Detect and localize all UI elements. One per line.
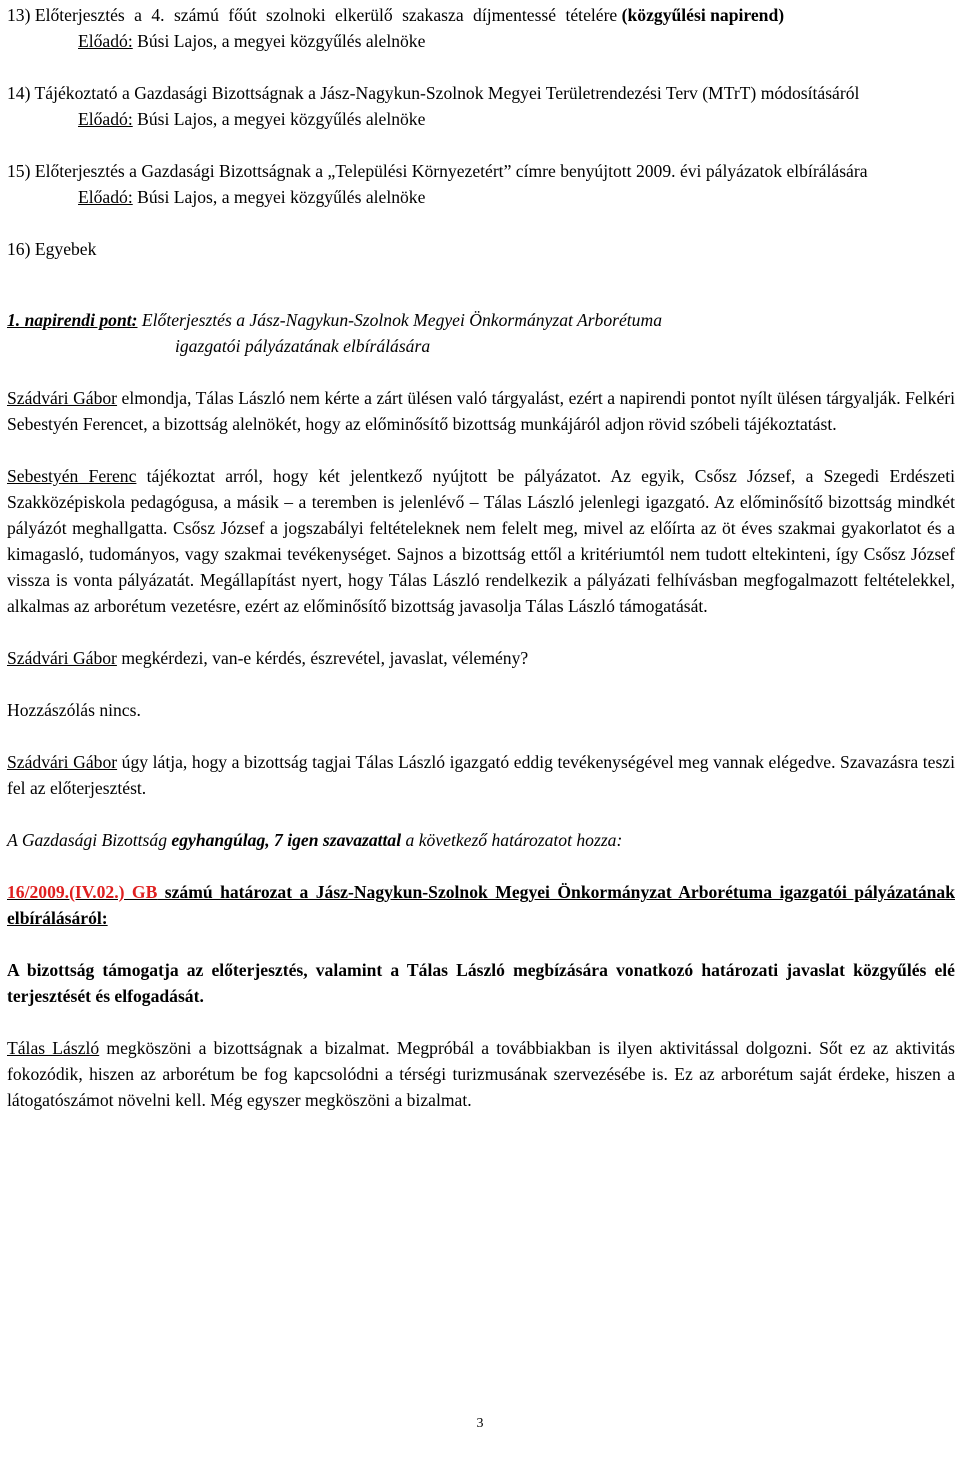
agenda-item-15 (7, 158, 955, 210)
vote-pre: A Gazdasági Bizottság (7, 830, 172, 850)
agenda-number: 16) (7, 239, 31, 259)
paragraph-text: úgy látja, hogy a bizottság tagjai Tálas László igazgató eddig tevékenységével meg vannak elégedve. Szavazásra teszi fel az előterjesztést. (7, 752, 955, 798)
vote-post: a következő határozatot hozza: (401, 830, 623, 850)
vote-line (7, 827, 955, 853)
page-number: 3 (476, 1416, 484, 1431)
agenda-text: Tájékoztató a Gazdasági Bizottságnak a Jász-Nagykun-Szolnok Megyei Területrendezési Terv (MTrT) módosításáról (34, 83, 860, 103)
presenter-name: Búsi Lajos, a megyei közgyűlés alelnöke (137, 109, 426, 129)
agenda-item-13 (7, 2, 955, 54)
agenda-number: 15) (7, 161, 31, 181)
presenter-name: Búsi Lajos, a megyei közgyűlés alelnöke (137, 31, 426, 51)
presenter-label: Előadó: (78, 31, 133, 51)
agenda-text: Előterjesztés a 4. számú főút szolnoki elkerülő szakasza díjmentessé tételére (34, 5, 618, 25)
resolution-text: A bizottság támogatja az előterjesztés, valamint a Tálas László megbízására vonatkozó határozati javaslat közgyűlés elé terjesztését és elfogadását. (7, 960, 955, 1006)
speaker-name: Szádvári Gábor (7, 388, 118, 408)
paragraph-text: megkérdezi, van-e kérdés, észrevétel, javaslat, vélemény? (116, 648, 529, 668)
paragraph-text: tájékoztat arról, hogy két jelentkező nyújtott be pályázatot. Az egyik, Csősz József, a Szegedi Erdészeti Szakközépiskola pedagógusa, a másik – a teremben is jelenlévő – Tálas László jelenlegi igazgató. Az előminősítő bizottság mindkét pályázót meghallgatta. Csősz József a jogszabályi feltételeknek nem felelt meg, mivel az előírta az öt éves szakmai gyakorlatot és a kimagasló, tudományos, vagy szakmai tevékenységet. Sajnos a bizottság ettől a kritériumtól nem tudott eltekinteni, így Csősz József vissza is vonta pályázatát. Megállapítást nyert, hogy Tálas László rendelkezik a pályázati felhívásban megfogalmazott feltételekkel, alkalmas az arborétum vezetésre, ezért az előminősítő bizottság javasolja Tálas László támogatását. (7, 466, 955, 616)
paragraph-5 (7, 749, 955, 801)
document-page (7, 2, 955, 1139)
topic-title-line2: igazgatói pályázatának elbírálására (175, 336, 431, 356)
presenter-name: Búsi Lajos, a megyei közgyűlés alelnöke (137, 187, 426, 207)
agenda-text: Előterjesztés a Gazdasági Bizottságnak a „Települési Környezetért” címre benyújtott 2009. évi pályázatok elbírálására (34, 161, 868, 181)
presenter-label: Előadó: (78, 109, 133, 129)
paragraph-7 (7, 1035, 955, 1113)
topic-label: 1. napirendi pont: (7, 310, 138, 330)
agenda-number: 13) (7, 5, 31, 25)
topic-heading (7, 307, 955, 359)
resolution-heading (7, 879, 955, 931)
paragraph-2 (7, 463, 955, 619)
paragraph-3 (7, 645, 955, 671)
agenda-bold-suffix: (közgyűlési napirend) (621, 5, 785, 25)
presenter-label: Előadó: (78, 187, 133, 207)
paragraph-4: Hozzászólás nincs. (7, 700, 141, 720)
speaker-name: Szádvári Gábor (7, 752, 118, 772)
agenda-item-16 (7, 236, 955, 262)
vote-bold: egyhangúlag, 7 igen szavazattal (171, 830, 402, 850)
paragraph-text: elmondja, Tálas László nem kérte a zárt ülésen való tárgyalást, ezért a napirendi pontot nyílt ülésen tárgyalják. Felkéri Sebestyén Ferencet, a bizottság alelnökét, hogy az előminősítő bizottság munkájáról adjon rövid szóbeli tájékoztatást. (7, 388, 956, 434)
agenda-item-14 (7, 80, 955, 132)
speaker-name: Sebestyén Ferenc (7, 466, 137, 486)
paragraph-text: megköszöni a bizottságnak a bizalmat. Megpróbál a továbbiakban is ilyen aktivitással dolgozni. Sőt ez az aktivitás fokozódik, hiszen az arborétum be fog kapcsolódni a térségi turizmusának szervezésébe is. Ez az arborétum saját érdeke, hiszen a látogatószámot növelni kell. Még egyszer megköszöni a bizalmat. (7, 1038, 955, 1110)
resolution-title: számú határozat a Jász-Nagykun-Szolnok Megyei Önkormányzat Arborétuma igazgatói pályázatának elbírálásáról: (7, 882, 955, 928)
paragraph-1 (7, 385, 955, 437)
resolution-number: 16/2009.(IV.02.) (7, 882, 125, 902)
agenda-text: Egyebek (34, 239, 97, 259)
speaker-name: Szádvári Gábor (7, 648, 117, 668)
topic-title-line1: Előterjesztés a Jász-Nagykun-Szolnok Megyei Önkormányzat Arborétuma (141, 310, 662, 330)
agenda-number: 14) (7, 83, 31, 103)
resolution-gb: GB (124, 882, 158, 902)
speaker-name: Tálas László (7, 1038, 100, 1058)
